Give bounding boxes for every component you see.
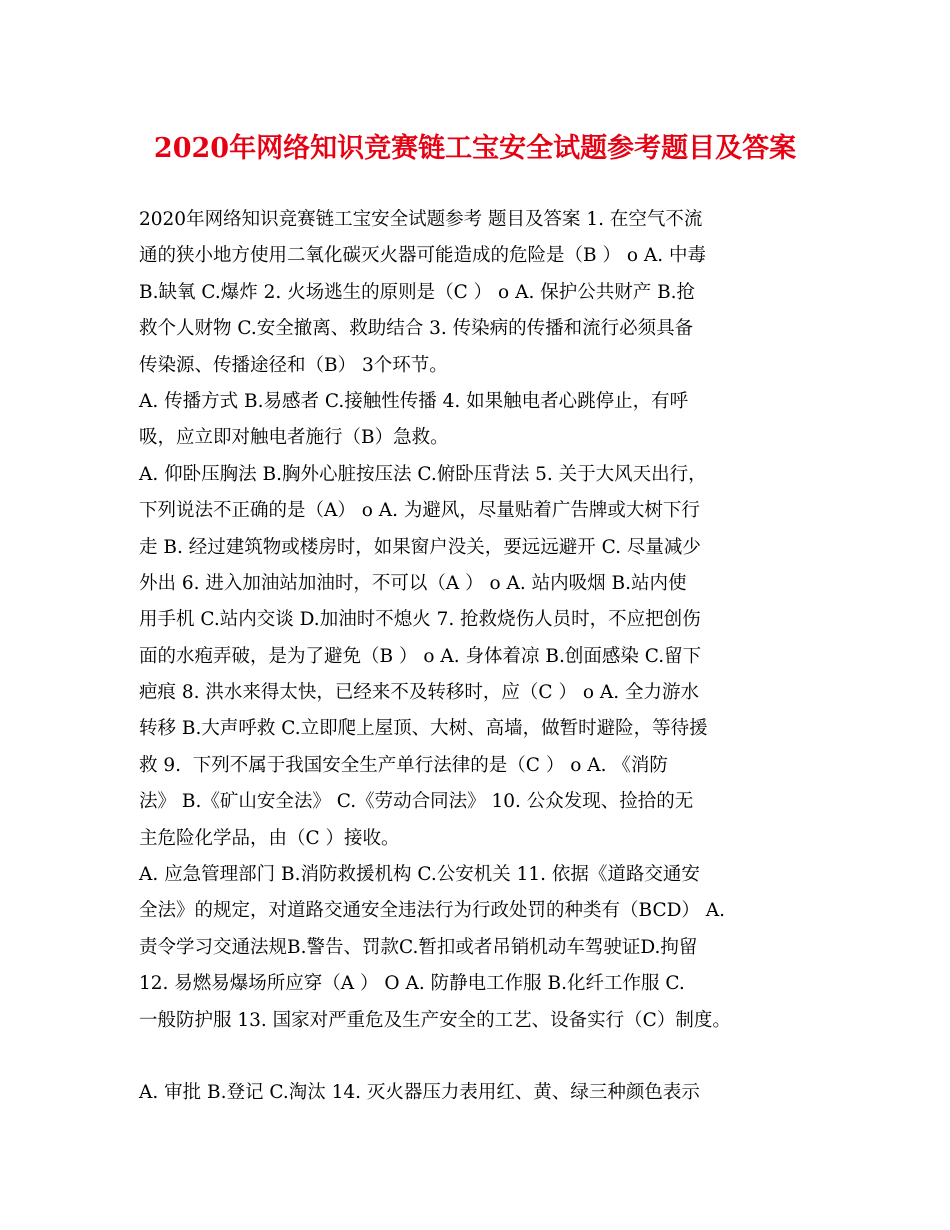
- body-line-16: 救 9. 下列不属于我国安全生产单行法律的是（C ） o A. 《消防: [139, 754, 668, 776]
- body-line-1: 2020年网络知识竞赛链工宝安全试题参考 题目及答案 1. 在空气不流: [139, 209, 703, 230]
- body-line-21: 责令学习交通法规B.警告、罚款C.暂扣或者吊销机动车驾驶证D.拘留: [139, 936, 698, 958]
- body-line-11: 外出 6. 进入加油站加油时，不可以（A ） o A. 站内吸烟 B.站内使: [139, 572, 687, 594]
- body-line-6: A. 传播方式 B.易感者 C.接触性传播 4. 如果触电者心跳停止，有呼: [139, 390, 689, 412]
- body-line-7: 吸，应立即对触电者施行（B）急救。: [139, 427, 449, 449]
- body-line-15: 转移 B.大声呼救 C.立即爬上屋顶、大树、高墙，做暂时避险，等待援: [139, 718, 708, 740]
- body-line-14: 疤痕 8. 洪水来得太快，已经来不及转移时，应（C ） o A. 全力游水: [139, 682, 699, 704]
- body-line-23: 一般防护服 13. 国家对严重危及生产安全的工艺、设备实行（C）制度。: [139, 1009, 731, 1031]
- body-line-19: A. 应急管理部门 B.消防救援机构 C.公安机关 11. 依据《道路交通安: [139, 864, 700, 886]
- body-line-3: B.缺氧 C.爆炸 2. 火场逃生的原则是（C ） o A. 保护公共财产 B.抢: [139, 281, 696, 303]
- body-line-17: 法》 B.《矿山安全法》 C.《劳动合同法》 10. 公众发现、捡拾的无: [139, 791, 694, 813]
- body-line-18: 主危险化学品，由（C ）接收。: [139, 827, 400, 849]
- document-title: 2020年网络知识竞赛链工宝安全试题参考题目及答案: [153, 133, 797, 164]
- body-line-12: 用手机 C.站内交谈 D.加油时不熄火 7. 抢救烧伤人员时，不应把创伤: [139, 609, 701, 631]
- body-line-24: A. 审批 B.登记 C.淘汰 14. 灭火器压力表用红、黄、绿三种颜色表示: [139, 1082, 700, 1104]
- body-line-8: A. 仰卧压胸法 B.胸外心脏按压法 C.俯卧压背法 5. 关于大风天出行，: [139, 463, 707, 485]
- document-body: [139, 202, 829, 1112]
- body-line-20: 全法》的规定，对道路交通安全违法行为行政处罚的种类有（BCD） A.: [139, 900, 726, 922]
- body-line-2: 通的狭小地方使用二氧化碳灭火器可能造成的危险是（B ） o A. 中毒: [139, 245, 706, 267]
- body-line-13: 面的水疱弄破，是为了避免（B ） o A. 身体着凉 B.创面感染 C.留下: [139, 645, 702, 667]
- body-line-22: 12. 易燃易爆场所应穿（A ） O A. 防静电工作服 B.化纤工作服 C.: [139, 973, 685, 995]
- body-line-5: 传染源、传播途径和（B） 3个环节。: [139, 354, 448, 376]
- body-line-4: 救个人财物 C.安全撤离、救助结合 3. 传染病的传播和流行必须具备: [139, 318, 694, 340]
- body-line-10: 走 B. 经过建筑物或楼房时，如果窗户没关，要远远避开 C. 尽量减少: [139, 536, 701, 558]
- body-line-9: 下列说法不正确的是（A） o A. 为避风，尽量贴着广告牌或大树下行: [139, 500, 700, 522]
